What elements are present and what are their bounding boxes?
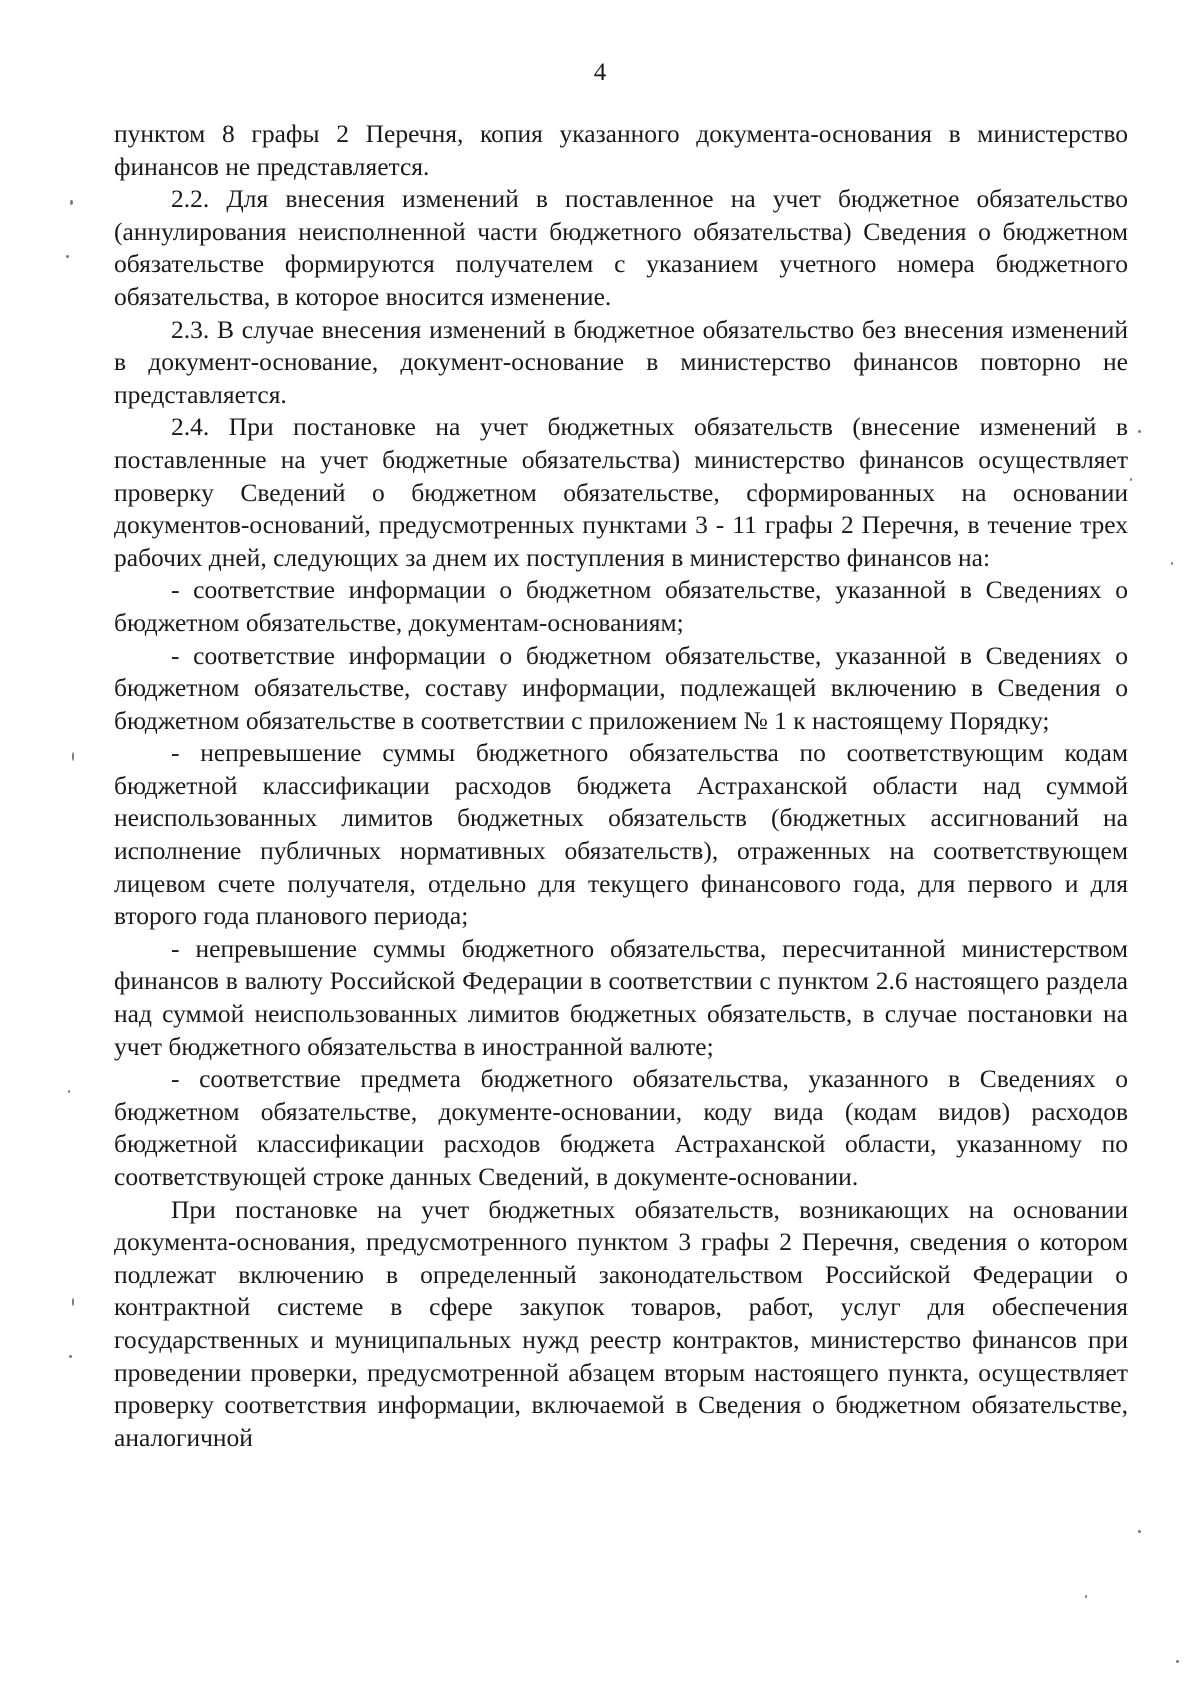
list-item-info-match-composition: - соответствие информации о бюджетном обязательстве, указанной в Сведениях о бюджетном обязательстве, составу информации, подлежащей включению в Сведения о бюджетном обязательстве в соответствии с приложением № 1 к настоящему Порядку; [114,640,1128,735]
scan-speck [70,200,73,205]
scan-speck [68,1090,70,1093]
scan-speck [69,1355,72,1358]
scan-speck [72,1298,74,1306]
document-body [114,118,1128,1454]
paragraph-contract-registry: При постановке на учет бюджетных обязательств, возникающих на основании документа-основания, предусмотренного пунктом 3 графы 2 Перечня, сведения о котором подлежат включению в определенный законодательством Российской Федерации о контрактной системе в сфере закупок товаров, работ, услуг для обеспечения государственных и муниципальных нужд реестр контрактов, министерство финансов при проведении проверки, предусмотренной абзацем вторым настоящего пункта, осуществляет проверку соответствия информации, включаемой в Сведения о бюджетном обязательстве, аналогичной [114,1194,1128,1452]
list-item-limits-not-exceeded: - непревышение суммы бюджетного обязательства по соответствующим кодам бюджетной классификации расходов бюджета Астраханской области над суммой неиспользованных лимитов бюджетных обязательств (бюджетных ассигнований на исполнение публичных нормативных обязательств), отраженных на соответствующем лицевом счете получателя, отдельно для текущего финансового года, для первого и для второго года планового периода; [114,738,1128,931]
scan-speck [72,752,74,761]
list-item-subject-match-code: - соответствие предмета бюджетного обязательства, указанного в Сведениях о бюджетном обязательстве, документе-основании, коду вида (кодам видов) расходов бюджетной классификации расходов бюджета Астраханской области, указанному по соответствующей строке данных Сведений, в документе-основании. [114,1064,1128,1191]
scan-speck [1138,1530,1141,1533]
list-item-info-match-documents: - соответствие информации о бюджетном обязательстве, указанной в Сведениях о бюджетном обязательстве, документам-основаниям; [114,575,1128,637]
scan-speck [1176,1660,1179,1663]
list-item-foreign-currency-limits: - непревышение суммы бюджетного обязательства, пересчитанной министерством финансов в валюту Российской Федерации в соответствии с пунктом 2.6 настоящего раздела над суммой неиспользованных лимитов бюджетных обязательств, в случае постановки на учет бюджетного обязательства в иностранной валюте; [114,933,1128,1061]
paragraph-2-2: 2.2. Для внесения изменений в поставленное на учет бюджетное обязательство (аннулирования неисполненной части бюджетного обязательства) Сведения о бюджетном обязательстве формируются получателем с указанием учетного номера бюджетного обязательства, в которое вносится изменение. [114,184,1128,311]
page-number: 4 [593,59,607,86]
scan-speck [1171,562,1173,565]
scan-speck [66,255,69,258]
paragraph-continuation: пунктом 8 графы 2 Перечня, копия указанного документа-основания в министерство финансов не представляется. [114,119,1128,181]
paragraph-2-3: 2.3. В случае внесения изменений в бюджетное обязательство без внесения изменений в документ-основание, документ-основание в министерство финансов повторно не представляется. [114,314,1128,409]
scan-speck [1130,478,1132,481]
paragraph-2-4: 2.4. При постановке на учет бюджетных обязательств (внесение изменений в поставленные на учет бюджетные обязательства) министерство финансов осуществляет проверку Сведений о бюджетном обязательстве, сформированных на основании документов-оснований, предусмотренных пунктами 3 - 11 графы 2 Перечня, в течение трех рабочих дней, следующих за днем их поступления в министерство финансов на: [114,412,1128,572]
scan-speck [1138,430,1141,433]
scan-speck [1085,1595,1087,1598]
